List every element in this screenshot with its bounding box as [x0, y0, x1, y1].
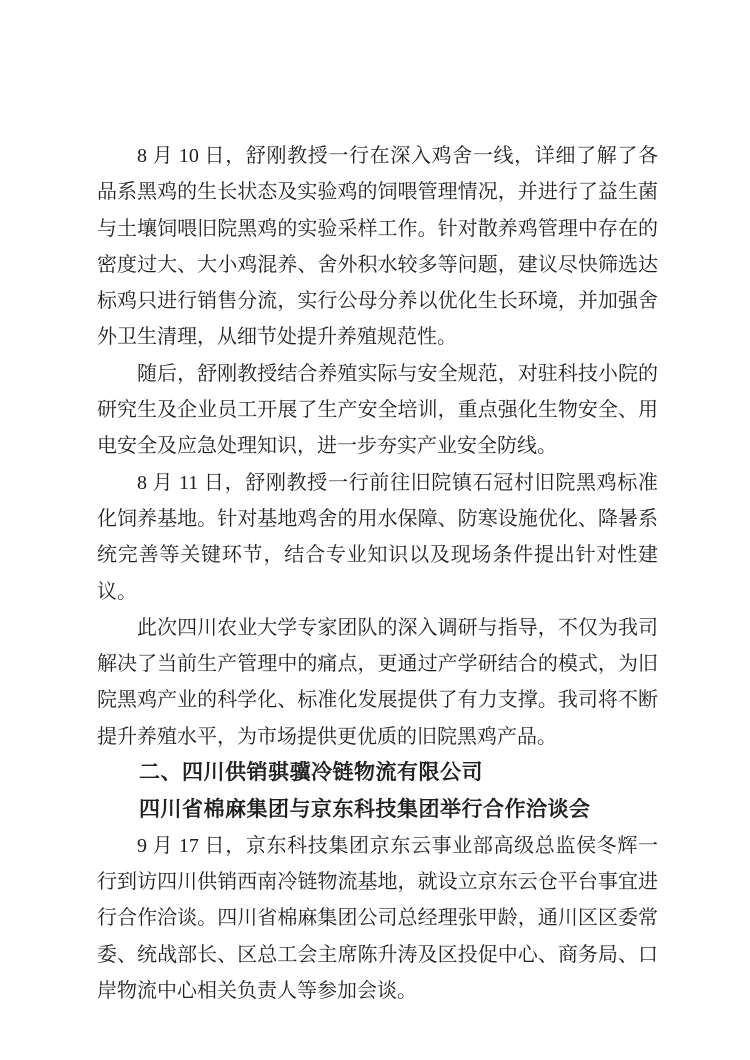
article-title-cooperation-talks: 四川省棉麻集团与京东科技集团举行合作洽谈会 [139, 797, 591, 822]
paragraph-aug10-visit: 8 月 10 日，舒刚教授一行在深入鸡舍一线，详细了解了各品系黑鸡的生长状态及实验鸡的饲喂管理情况，并进行了益生菌与土壤饲喂旧院黑鸡的实验采样工作。针对散养鸡管理中存在的密度过大、大小鸡混养、舍外积水较多等问题，建议尽快筛选达标鸡只进行销售分流，实行公母分养以优化生长环境，并加强舍外卫生清理，从细节处提升养殖规范性。 [97, 145, 658, 349]
paragraph-sep17-meeting: 9 月 17 日，京东科技集团京东云事业部高级总监侯冬辉一行到访四川供销西南冷链物流基地，就设立京东云仓平台事宜进行合作洽谈。四川省棉麻集团公司总经理张甲龄，通川区区委常委、统战部长、区总工会主席陈升涛及区投促中心、商务局、口岸物流中心相关负责人等参加会谈。 [97, 834, 658, 1002]
paragraph-summary: 此次四川农业大学专家团队的深入调研与指导，不仅为我司解决了当前生产管理中的痛点，更通过产学研结合的模式，为旧院黑鸡产业的科学化、标准化发展提供了有力支撑。我司将不断提升养殖水平，为市场提供更优质的旧院黑鸡产品。 [97, 616, 658, 748]
paragraph-aug11-base-visit: 8 月 11 日，舒刚教授一行前往旧院镇石冠村旧院黑鸡标准化饲养基地。针对基地鸡舍的用水保障、防寒设施优化、降暑系统完善等关键环节，结合专业知识以及现场条件提出针对性建议。 [97, 471, 658, 603]
paragraph-safety-training: 随后，舒刚教授结合养殖实际与安全规范，对驻科技小院的研究生及企业员工开展了生产安全培训，重点强化生物安全、用电安全及应急处理知识，进一步夯实产业安全防线。 [97, 362, 658, 458]
section-heading-company: 二、四川供销骐骥冷链物流有限公司 [139, 761, 483, 785]
document-content [97, 138, 658, 1009]
